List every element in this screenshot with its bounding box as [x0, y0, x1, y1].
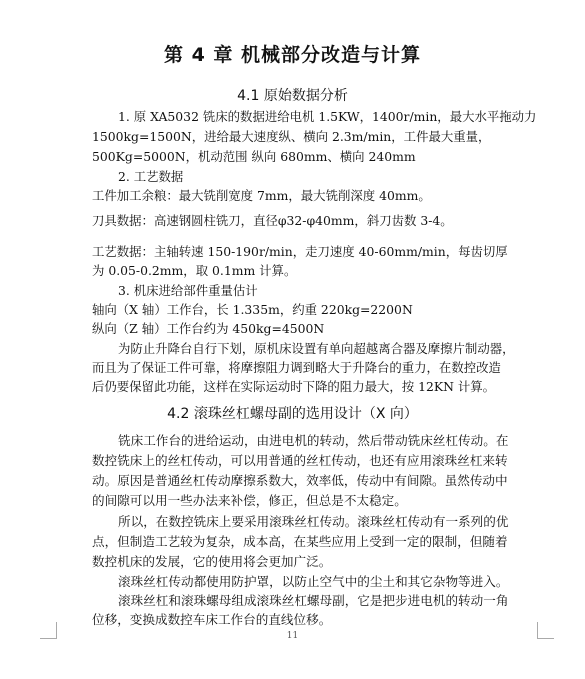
section-4-2-title: 4.2 滚珠丝杠螺母副的选用设计（X 向） — [167, 406, 418, 422]
paragraph-line: 2. 工艺数据 — [118, 169, 184, 184]
section-4-1-title: 4.1 原始数据分析 — [237, 88, 348, 104]
paragraph-line: 点，但制造工艺较为复杂，成本高，在某些应用上受到一定的限制，但随着 — [92, 534, 508, 549]
paragraph-line: 滚珠丝杠传动都使用防护罩，以防止空气中的尘土和其它杂物等进入。 — [118, 574, 509, 589]
paragraph-line: 轴向（X 轴）工作台，长 1.335m，约重 220kg=2200N — [92, 302, 413, 317]
paragraph-line: 铣床工作台的进给运动，由进电机的转动，然后带动铣床丝杠传动。在 — [118, 433, 509, 448]
paragraph-line: 工艺数据：主轴转速 150-190r/min，走刀速度 40-60mm/min，每齿切厚 — [92, 244, 508, 259]
paragraph-line: 所以，在数控铣床上要采用滚珠丝杠传动。滚珠丝杠传动有一系列的优 — [118, 514, 509, 529]
paragraph-line: 滚珠丝杠和滚珠螺母组成滚珠丝杠螺母副，它是把步进电机的转动一角 — [118, 593, 509, 608]
page-number: 11 — [286, 631, 299, 641]
paragraph-line: 500Kg=5000N，机动范围 纵向 680mm、横向 240mm — [92, 149, 416, 164]
paragraph-line: 为防止升降台自行下划，原机床设置有单向超越离合器及摩擦片制动器， — [118, 341, 515, 356]
paragraph-line: 而且为了保证工件可靠，将摩擦阻力调到略大于升降台的重力，在数控改造 — [92, 360, 501, 375]
paragraph-line: 1500kg=1500N，进给最大速度纵、横向 2.3m/min，工件最大重量， — [92, 129, 491, 144]
paragraph-line: 工件加工余粮：最大铣削宽度 7mm，最大铣削深度 40mm。 — [92, 188, 431, 203]
paragraph-line: 数控铣床上的丝杠传动，可以用普通的丝杠传动，也还有应用滚珠丝杠来转 — [92, 453, 508, 468]
chapter-title: 第 4 章 机械部分改造与计算 — [163, 44, 422, 66]
paragraph-line: 动。原因是普通丝杠传动摩擦系数大，效率低，传动中有间隙。虽然传动中 — [92, 473, 508, 488]
paragraph-line: 的间隙可以用一些办法来补偿，修正，但总是不太稳定。 — [92, 493, 407, 508]
paragraph-line: 后仍要保留此功能，这样在实际运动时下降的阻力最大，按 12KN 计算。 — [92, 379, 496, 394]
paragraph-line: 1. 原 XA5032 铣床的数据进给电机 1.5KW，1400r/min，最大水平拖动力 — [118, 109, 537, 124]
paragraph-line: 3. 机床进给部件重量估计 — [118, 283, 258, 298]
paragraph-line: 刀具数据：高速钢圆柱铣刀，直径φ32-φ40mm，斜刀齿数 3-4。 — [92, 213, 453, 228]
paragraph-line: 数控机床的发展，它的使用将会更加广泛。 — [92, 554, 332, 569]
paragraph-line: 纵向（Z 轴）工作台约为 450kg=4500N — [92, 321, 325, 336]
paragraph-line: 为 0.05-0.2mm，取 0.1mm 计算。 — [92, 263, 297, 278]
paragraph-line: 位移，变换成数控车床工作台的直线位移。 — [92, 612, 332, 627]
